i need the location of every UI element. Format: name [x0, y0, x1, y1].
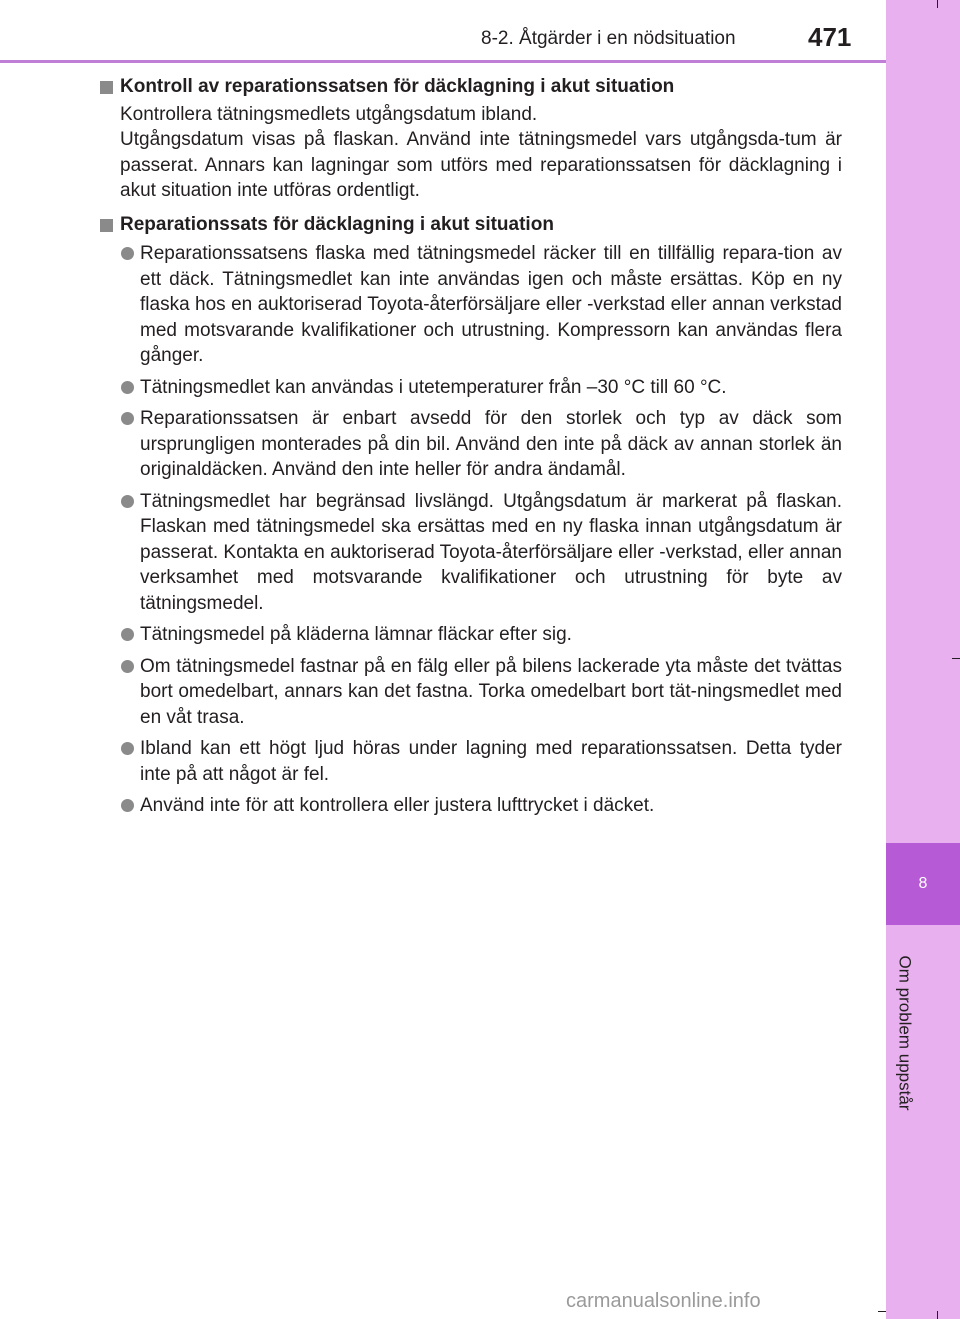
square-bullet-icon: [100, 81, 113, 94]
chapter-label: Om problem uppstår: [895, 955, 915, 1111]
list-item: [100, 406, 842, 483]
crop-mark: [878, 1311, 886, 1312]
page-number: 471: [808, 22, 852, 52]
list-item-text: Tätningsmedlet har begränsad livslängd. Utgångsdatum är markerat på flaskan. Flaskan med tätningsmedel ska ersättas med en ny flaska innan utgångsdatum är passerat. Kontakta en auktoriserad Toyota-återförsäljare eller -verkstad, eller annan verksamhet med motsvarande kvalifikationer och utrustning för byte av tätningsmedel.: [140, 490, 842, 614]
paragraph: Kontrollera tätningsmedlets utgångsdatum ibland.: [120, 103, 538, 125]
circle-bullet-icon: [121, 381, 134, 394]
header-rule: [0, 60, 886, 63]
list-item-text: Ibland kan ett högt ljud höras under lagning med reparationssatsen. Detta tyder inte på att något är fel.: [140, 738, 842, 785]
section-heading-text: Kontroll av reparationssatsen för däcklagning i akut situation: [120, 76, 675, 97]
list-item-text: Reparationssatsen är enbart avsedd för den storlek och typ av däck som ursprungligen monterades på din bil. Använd den inte på däck av annan storlek än originaldäcken. Använd den inte heller för andra ändamål.: [140, 408, 842, 480]
bullet-list: [100, 241, 842, 819]
square-bullet-icon: [100, 219, 113, 232]
circle-bullet-icon: [121, 495, 134, 508]
crop-mark: [937, 1311, 938, 1319]
list-item-text: Tätningsmedlet kan användas i utetemperaturer från –30 °C till 60 °C.: [140, 376, 727, 398]
page-content: [100, 74, 842, 825]
list-item: [100, 241, 842, 369]
circle-bullet-icon: [121, 799, 134, 812]
list-item-text: Reparationssatsens flaska med tätningsmedel räcker till en tillfällig repara-tion av ett däck. Tätningsmedlet kan inte användas igen och måste ersättas. Köp en ny flaska hos en auktoriserad Toyota-återförsäljare eller -verkstad eller annan verkstad med motsvarande kvalifikationer och utrustning. Kompressorn kan användas flera gånger.: [140, 243, 842, 366]
section-heading: [100, 74, 842, 100]
running-header-title: 8-2. Åtgärder i en nödsituation: [481, 28, 736, 49]
chapter-label-container: [884, 938, 924, 1128]
circle-bullet-icon: [121, 412, 134, 425]
section-body: [120, 102, 842, 204]
chapter-number: 8: [918, 875, 928, 892]
watermark[interactable]: carmanualsonline.info: [566, 1290, 761, 1312]
list-item: [100, 793, 842, 819]
list-item: [100, 622, 842, 648]
crop-mark: [937, 0, 938, 8]
list-item-text: Om tätningsmedel fastnar på en fälg eller på bilens lackerade yta måste det tvättas bort omedelbart, annars kan det fastna. Torka omedelbart bort tät-ningsmedlet med en våt trasa.: [140, 655, 842, 728]
crop-mark: [952, 658, 960, 659]
section-heading: [100, 212, 842, 238]
list-item: [100, 654, 842, 731]
circle-bullet-icon: [121, 660, 134, 673]
list-item-text: Använd inte för att kontrollera eller justera lufttrycket i däcket.: [140, 795, 655, 816]
chapter-tab: [886, 843, 960, 925]
section-heading-text: Reparationssats för däcklagning i akut situation: [120, 213, 554, 235]
circle-bullet-icon: [121, 247, 134, 260]
list-item: [100, 375, 842, 401]
circle-bullet-icon: [121, 742, 134, 755]
circle-bullet-icon: [121, 628, 134, 641]
list-item: [100, 489, 842, 617]
paragraph: Utgångsdatum visas på flaskan. Använd inte tätningsmedel vars utgångsda-tum är passerat. Annars kan lagningar som utförs med reparationssatsen för däcklagning i akut situation inte utföras ordentligt.: [120, 129, 842, 201]
list-item: [100, 736, 842, 787]
list-item-text: Tätningsmedel på kläderna lämnar fläckar efter sig.: [140, 624, 572, 645]
